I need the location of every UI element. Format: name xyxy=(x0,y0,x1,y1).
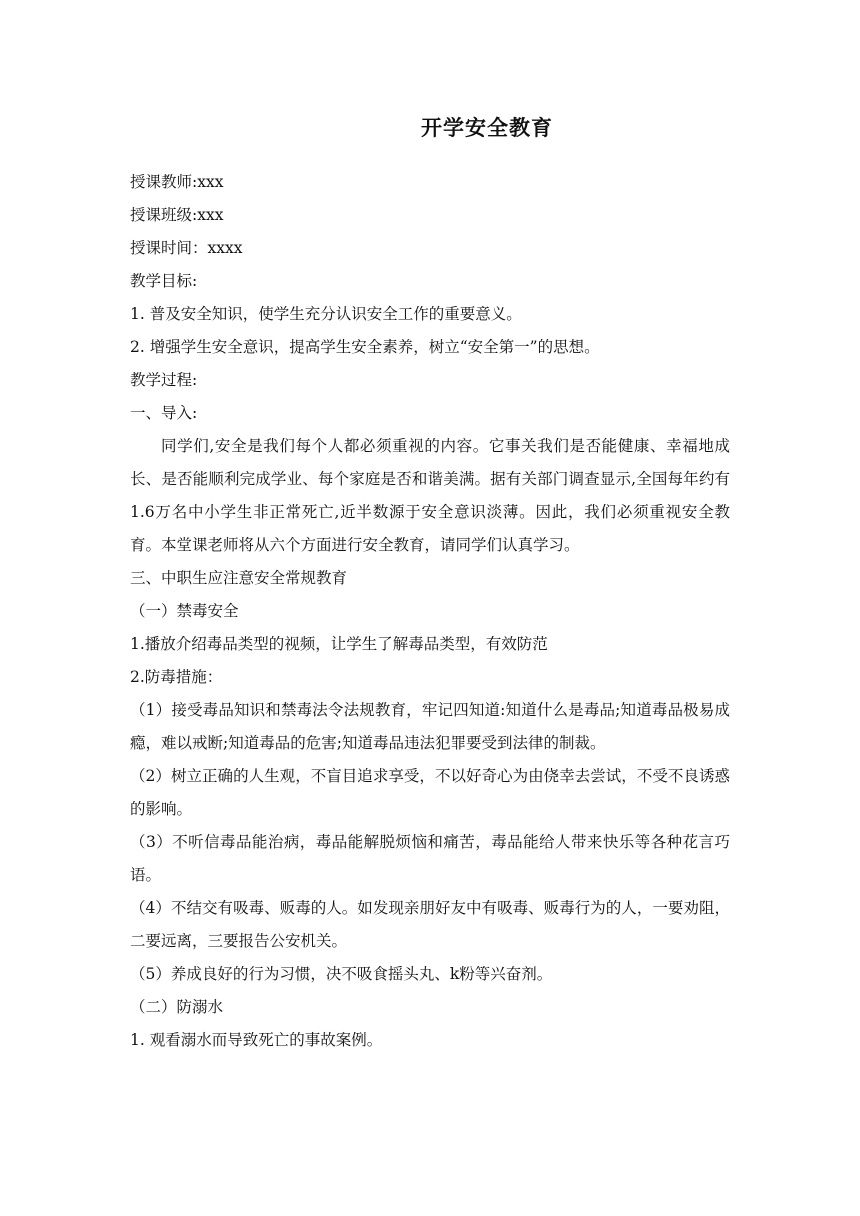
measure-item: （2）树立正确的人生观，不盲目追求享受，不以好奇心为由侥幸去尝试，不受不良诱惑的影响。 xyxy=(130,767,730,818)
drug-item: 1.播放介绍毒品类型的视频，让学生了解毒品类型，有效防范 xyxy=(130,635,548,653)
measure-item: （1）接受毒品知识和禁毒法令法规教育，牢记四知道:知道什么是毒品;知道毒品极易成瘾，难以戒断;知道毒品的危害;知道毒品违法犯罪要受到法律的制裁。 xyxy=(130,701,730,752)
drug-item: 2.防毒措施： xyxy=(130,668,223,686)
intro-heading: 一、导入: xyxy=(130,404,198,422)
section-three-heading: 三、中职生应注意安全常规教育 xyxy=(130,569,348,587)
measure-item: （3）不听信毒品能治病，毒品能解脱烦恼和痛苦，毒品能给人带来快乐等各种花言巧语。 xyxy=(130,833,730,884)
objectives-heading: 教学目标: xyxy=(130,272,198,290)
process-heading: 教学过程: xyxy=(130,371,198,389)
teacher-line: 授课教师:xxx xyxy=(130,173,224,191)
drowning-heading: （二）防溺水 xyxy=(130,998,224,1016)
time-line: 授课时间：xxxx xyxy=(130,239,243,257)
objective-item: 1. 普及安全知识，使学生充分认识安全工作的重要意义。 xyxy=(130,305,522,323)
drowning-item: 1. 观看溺水而导致死亡的事故案例。 xyxy=(130,1031,383,1049)
drug-safety-heading: （一）禁毒安全 xyxy=(130,602,239,620)
intro-paragraph: 同学们,安全是我们每个人都必须重视的内容。它事关我们是否能健康、幸福地成长、是否能顺利完成学业、每个家庭是否和谐美满。据有关部门调查显示,全国每年约有1.6万名中小学生非正常死亡,近半数源于安全意识淡薄。因此，我们必须重视安全教育。本堂课老师将从六个方面进行安全教育，请同学们认真学习。 xyxy=(130,437,730,554)
measure-item: （5）养成良好的行为习惯，决不吸食摇头丸、k粉等兴奋剂。 xyxy=(130,965,553,983)
class-line: 授课班级:xxx xyxy=(130,206,224,224)
document-body xyxy=(130,166,730,1057)
document-title: 开学安全教育 xyxy=(421,116,553,140)
measure-item: （4）不结交有吸毒、贩毒的人。如发现亲朋好友中有吸毒、贩毒行为的人，一要劝阻，二要远离，三要报告公安机关。 xyxy=(130,899,730,950)
objective-item: 2. 增强学生安全意识，提高学生安全素养，树立“安全第一”的思想。 xyxy=(130,338,600,356)
